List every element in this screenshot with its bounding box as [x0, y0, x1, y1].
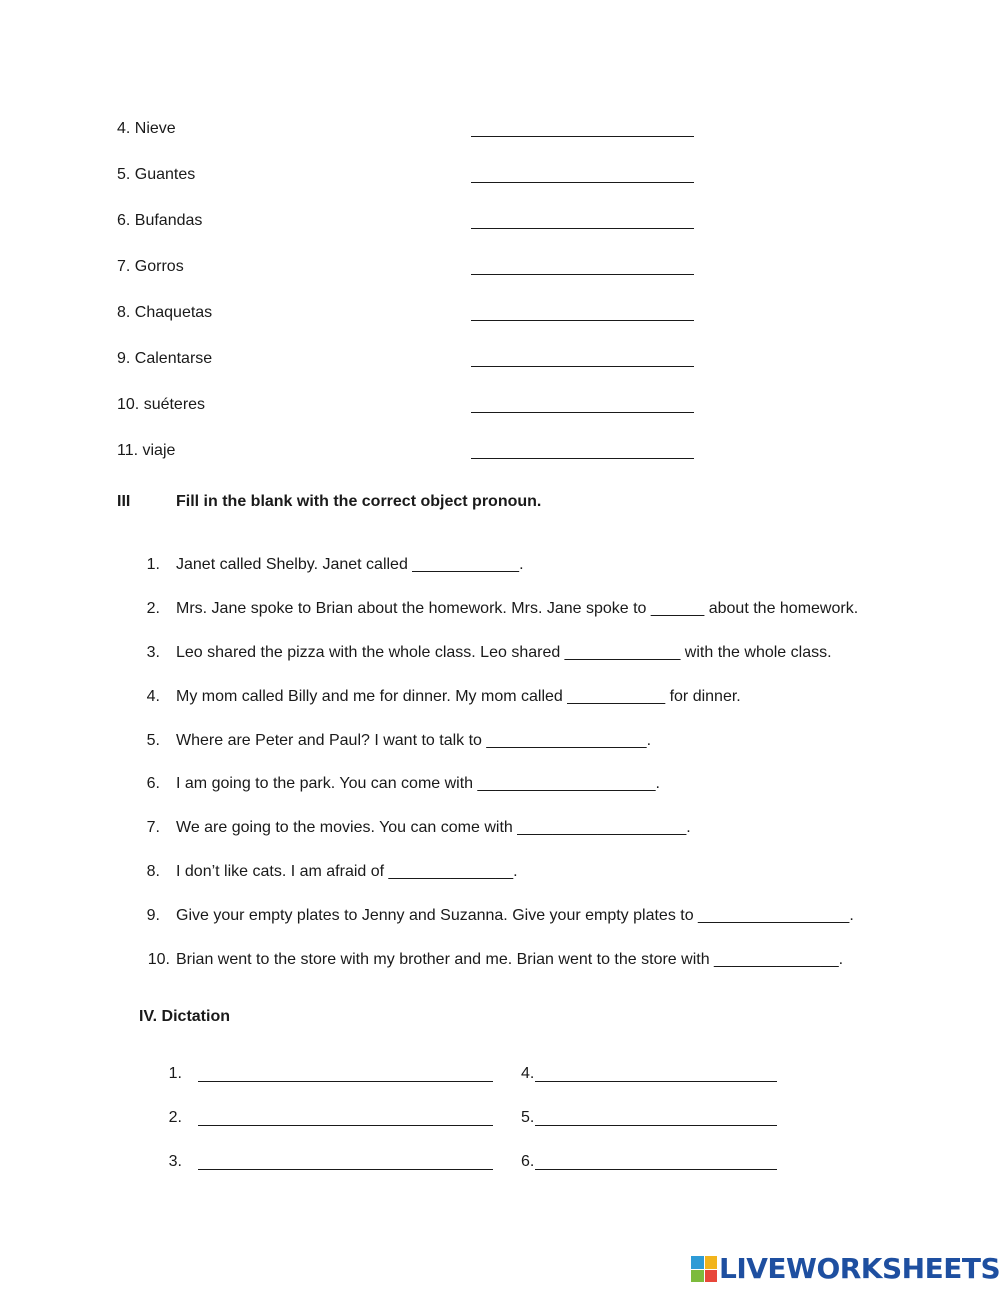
question-text[interactable]: Give your empty plates to Jenny and Suzanna. Give your empty plates to _________________.: [176, 907, 854, 924]
question-text[interactable]: I am going to the park. You can come with ____________________.: [176, 775, 660, 792]
vocab-answer-blank[interactable]: [471, 366, 694, 367]
liveworksheets-logo: [691, 1253, 1000, 1285]
vocab-label: 5. Guantes: [117, 166, 196, 183]
question-text[interactable]: Janet called Shelby. Janet called ____________.: [176, 556, 524, 573]
dictation-answer-blank[interactable]: [535, 1169, 777, 1170]
dictation-title: IV. Dictation: [139, 1008, 230, 1025]
dictation-number: 5.: [521, 1109, 535, 1126]
dictation-answer-blank[interactable]: [198, 1081, 493, 1082]
question-text[interactable]: Where are Peter and Paul? I want to talk to __________________.: [176, 732, 652, 749]
dictation-number: 6.: [521, 1153, 535, 1170]
vocab-label: 10. suéteres: [117, 396, 206, 413]
question-number: 4.: [146, 688, 160, 705]
question-number: 7.: [146, 819, 160, 836]
dictation-answer-blank[interactable]: [535, 1081, 777, 1082]
section-title: Fill in the blank with the correct object pronoun.: [176, 493, 542, 510]
vocab-answer-blank[interactable]: [471, 320, 694, 321]
question-text[interactable]: Leo shared the pizza with the whole class. Leo shared _____________ with the whole class.: [176, 644, 832, 661]
vocab-answer-blank[interactable]: [471, 274, 694, 275]
dictation-answer-blank[interactable]: [535, 1125, 777, 1126]
vocab-label: 4. Nieve: [117, 120, 176, 137]
vocab-label: 11. viaje: [117, 442, 176, 459]
vocab-answer-blank[interactable]: [471, 136, 694, 137]
vocab-label: 7. Gorros: [117, 258, 184, 275]
vocab-answer-blank[interactable]: [471, 412, 694, 413]
dictation-number: 3.: [168, 1153, 182, 1170]
logo-text: LIVEWORKSHEETS: [719, 1252, 1000, 1285]
dictation-answer-blank[interactable]: [198, 1169, 493, 1170]
vocab-label: 6. Bufandas: [117, 212, 203, 229]
question-text[interactable]: Mrs. Jane spoke to Brian about the homework. Mrs. Jane spoke to ______ about the homework.: [176, 600, 859, 617]
vocab-answer-blank[interactable]: [471, 228, 694, 229]
question-number: 9.: [146, 907, 160, 924]
dictation-number: 2.: [168, 1109, 182, 1126]
dictation-number: 4.: [521, 1065, 535, 1082]
question-number: 8.: [146, 863, 160, 880]
question-number: 1.: [146, 556, 160, 573]
question-number: 10.: [147, 951, 170, 968]
question-text[interactable]: Brian went to the store with my brother and me. Brian went to the store with ______________.: [176, 951, 844, 968]
question-number: 6.: [146, 775, 160, 792]
question-number: 5.: [146, 732, 160, 749]
question-number: 3.: [146, 644, 160, 661]
logo-mark-icon: [691, 1256, 717, 1282]
question-text[interactable]: We are going to the movies. You can come with ___________________.: [176, 819, 691, 836]
vocab-label: 8. Chaquetas: [117, 304, 213, 321]
section-number: III: [117, 493, 131, 510]
question-number: 2.: [146, 600, 160, 617]
vocab-answer-blank[interactable]: [471, 182, 694, 183]
vocab-answer-blank[interactable]: [471, 458, 694, 459]
vocab-label: 9. Calentarse: [117, 350, 213, 367]
dictation-number: 1.: [168, 1065, 182, 1082]
dictation-answer-blank[interactable]: [198, 1125, 493, 1126]
question-text[interactable]: I don’t like cats. I am afraid of ______________.: [176, 863, 518, 880]
question-text[interactable]: My mom called Billy and me for dinner. My mom called ___________ for dinner.: [176, 688, 741, 705]
